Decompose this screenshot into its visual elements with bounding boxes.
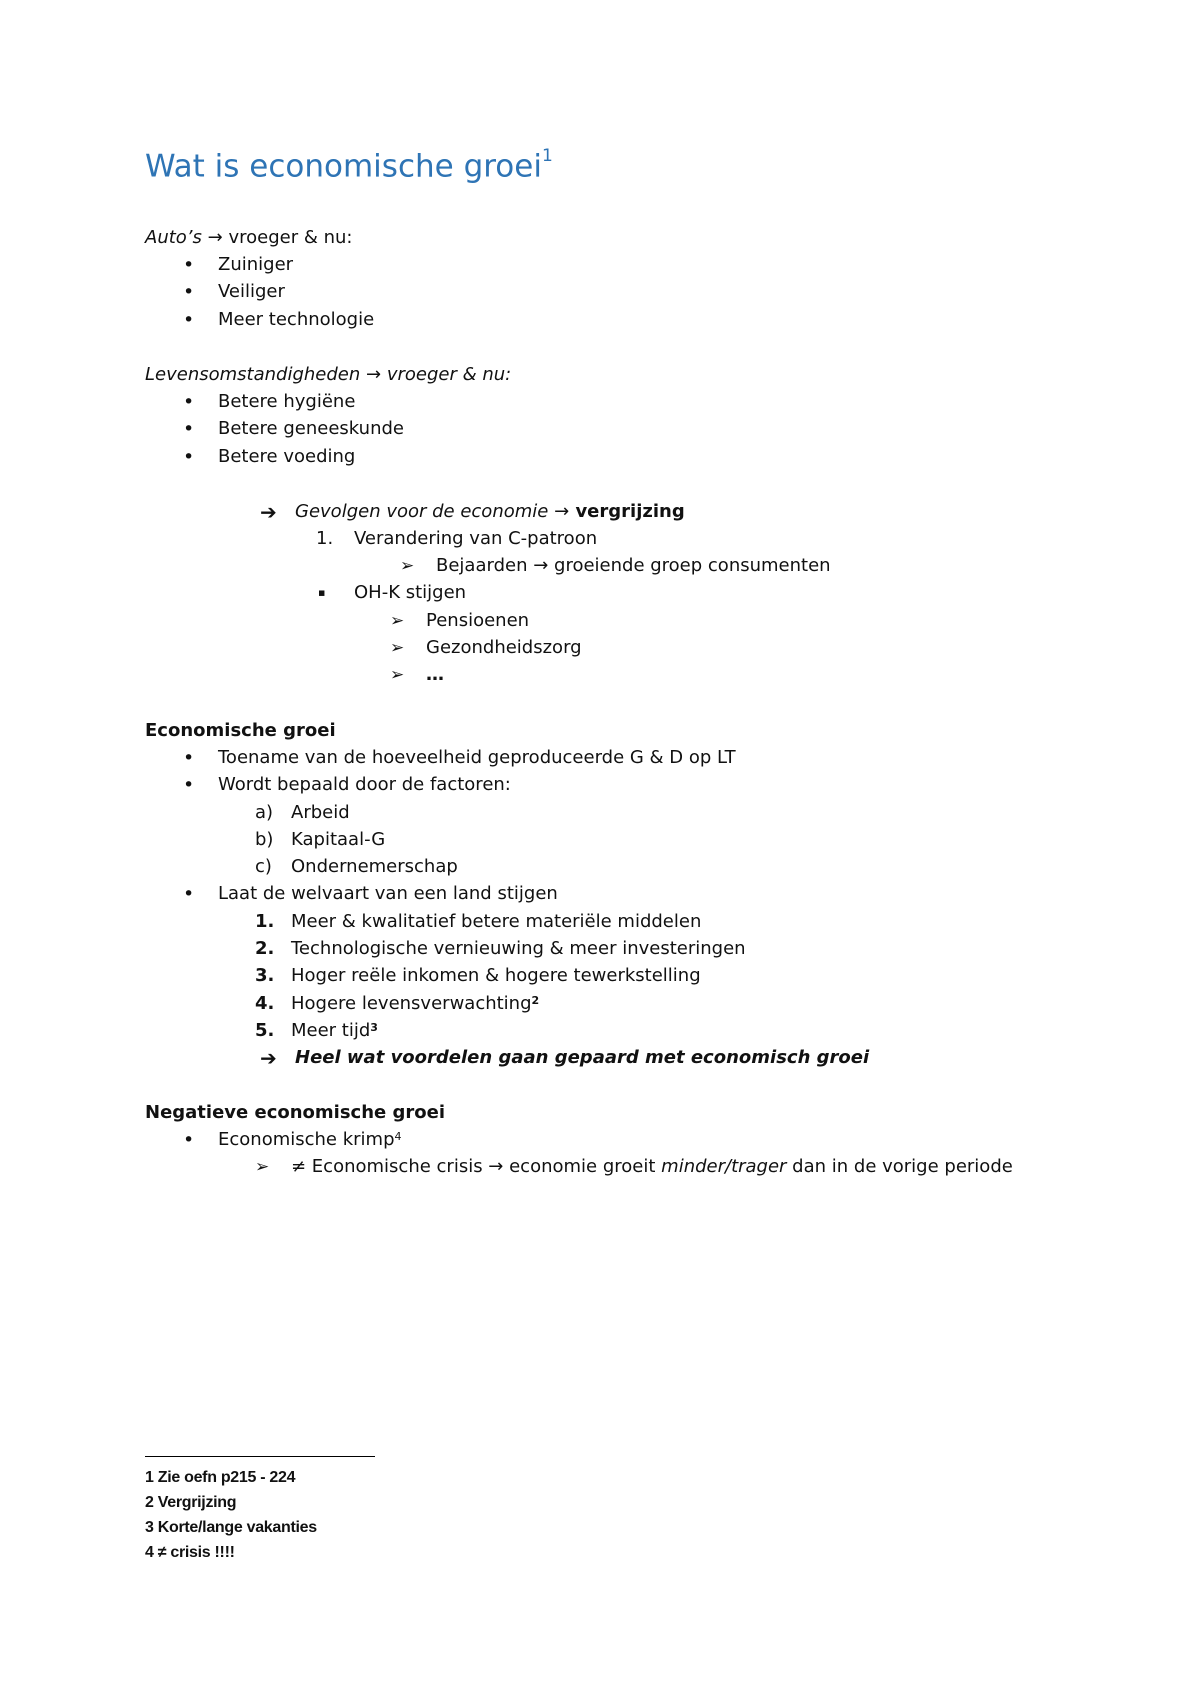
chevron-arrow-icon: ➢ (400, 556, 415, 576)
numbered-item: Hoger reële inkomen & hogere tewerkstelling (291, 965, 701, 986)
list-letter: c) (255, 856, 272, 877)
numbered-item (291, 992, 539, 1016)
arrow-bullet-icon: ➔ (260, 500, 277, 524)
sub-text: ≠ Economische crisis (291, 1156, 489, 1177)
list-number: 4. (255, 993, 275, 1014)
list-item: Toename van de hoeveelheid geproduceerde G & D op LT (218, 747, 736, 768)
levens-heading (145, 363, 511, 387)
bullet-icon: • (183, 391, 195, 413)
footnote-ref: 2 (531, 994, 540, 1007)
bullet-icon: • (183, 1129, 195, 1151)
levens-heading-rest: vroeger & nu: (381, 364, 512, 385)
square-bullet-icon: ▪ (318, 586, 326, 599)
numbered-item-text: Hogere levensverwachting (291, 993, 532, 1014)
sub-list-item: Gezondheidszorg (426, 637, 582, 658)
sub-list-item: … (426, 664, 444, 685)
arrow-bullet-icon: ➔ (260, 1046, 277, 1070)
sub-text: Bejaarden (436, 555, 534, 576)
list-item: Betere hygiëne (218, 391, 356, 412)
arrow-icon: → (554, 501, 570, 522)
list-item: Veiliger (218, 281, 285, 302)
sub-list-item (291, 1155, 1013, 1179)
list-item: Betere geneeskunde (218, 418, 404, 439)
list-item: Meer technologie (218, 309, 375, 330)
list-item: Betere voeding (218, 446, 356, 467)
bullet-icon: • (183, 747, 195, 769)
list-letter: a) (255, 802, 274, 823)
groei-heading: Economische groei (145, 720, 336, 741)
numbered-item: Technologische vernieuwing & meer investeringen (291, 938, 746, 959)
footnote: 4 ≠ crisis !!!! (145, 1544, 235, 1561)
sub-text: groeiende groep consumenten (548, 555, 831, 576)
bullet-icon: • (183, 418, 195, 440)
sub-text: economie groeit (503, 1156, 662, 1177)
list-item: Laat de welvaart van een land stijgen (218, 883, 558, 904)
factor-item: Kapitaal-G (291, 829, 386, 850)
chevron-arrow-icon: ➢ (255, 1157, 270, 1177)
footnote: 3 Korte/lange vakanties (145, 1519, 317, 1536)
bullet-icon: • (183, 281, 195, 303)
chevron-arrow-icon: ➢ (390, 665, 405, 685)
list-item: Verandering van C-patroon (354, 528, 598, 549)
list-number: 1. (316, 528, 334, 549)
negatief-heading: Negatieve economische groei (145, 1102, 446, 1123)
arrow-icon: → (207, 227, 223, 248)
numbered-item (291, 1019, 378, 1043)
title-text: Wat is economische groei (145, 148, 542, 185)
page-title (145, 140, 553, 186)
gevolgen-bold: vergrijzing (569, 501, 685, 522)
gevolgen-line (295, 500, 685, 524)
numbered-item-text: Meer tijd (291, 1020, 371, 1041)
autos-heading-rest: vroeger & nu: (222, 227, 353, 248)
bullet-icon: • (183, 254, 195, 276)
arrow-icon: → (488, 1156, 504, 1177)
footnote-separator (145, 1456, 375, 1457)
arrow-icon: → (366, 364, 382, 385)
list-letter: b) (255, 829, 274, 850)
factor-item: Ondernemerschap (291, 856, 458, 877)
list-number: 1. (255, 911, 275, 932)
chevron-arrow-icon: ➢ (390, 611, 405, 631)
bullet-icon: • (183, 774, 195, 796)
list-number: 5. (255, 1020, 275, 1041)
footnote: 1 Zie oefn p215 - 224 (145, 1469, 296, 1486)
list-item: Zuiniger (218, 254, 294, 275)
list-item (218, 1128, 402, 1152)
sub-list-item: Pensioenen (426, 610, 530, 631)
list-number: 2. (255, 938, 275, 959)
bullet-icon: • (183, 446, 195, 468)
autos-heading (145, 226, 352, 250)
conclusion-line: Heel wat voordelen gaan gepaard met economisch groei (295, 1047, 870, 1068)
sub-text: dan in de vorige periode (786, 1156, 1013, 1177)
chevron-arrow-icon: ➢ (390, 638, 405, 658)
footnote-ref: 3 (370, 1021, 378, 1034)
factor-item: Arbeid (291, 802, 350, 823)
bullet-icon: • (183, 309, 195, 331)
list-item-text: Economische krimp (218, 1129, 395, 1150)
list-item: OH-K stijgen (354, 582, 467, 603)
sub-list-item (436, 554, 831, 578)
arrow-icon: → (533, 555, 549, 576)
list-item: Wordt bepaald door de factoren: (218, 774, 511, 795)
footnote-ref: 4 (394, 1130, 402, 1143)
autos-heading-label: Auto’s (145, 227, 202, 248)
gevolgen-lead: Gevolgen voor de economie (295, 501, 555, 522)
sub-text-italic: minder/trager (661, 1156, 787, 1177)
footnote: 2 Vergrijzing (145, 1494, 237, 1511)
list-number: 3. (255, 965, 275, 986)
levens-heading-label: Levensomstandigheden (145, 364, 367, 385)
bullet-icon: • (183, 883, 195, 905)
title-footnote-ref: 1 (541, 146, 553, 166)
numbered-item: Meer & kwalitatief betere materiële middelen (291, 911, 702, 932)
